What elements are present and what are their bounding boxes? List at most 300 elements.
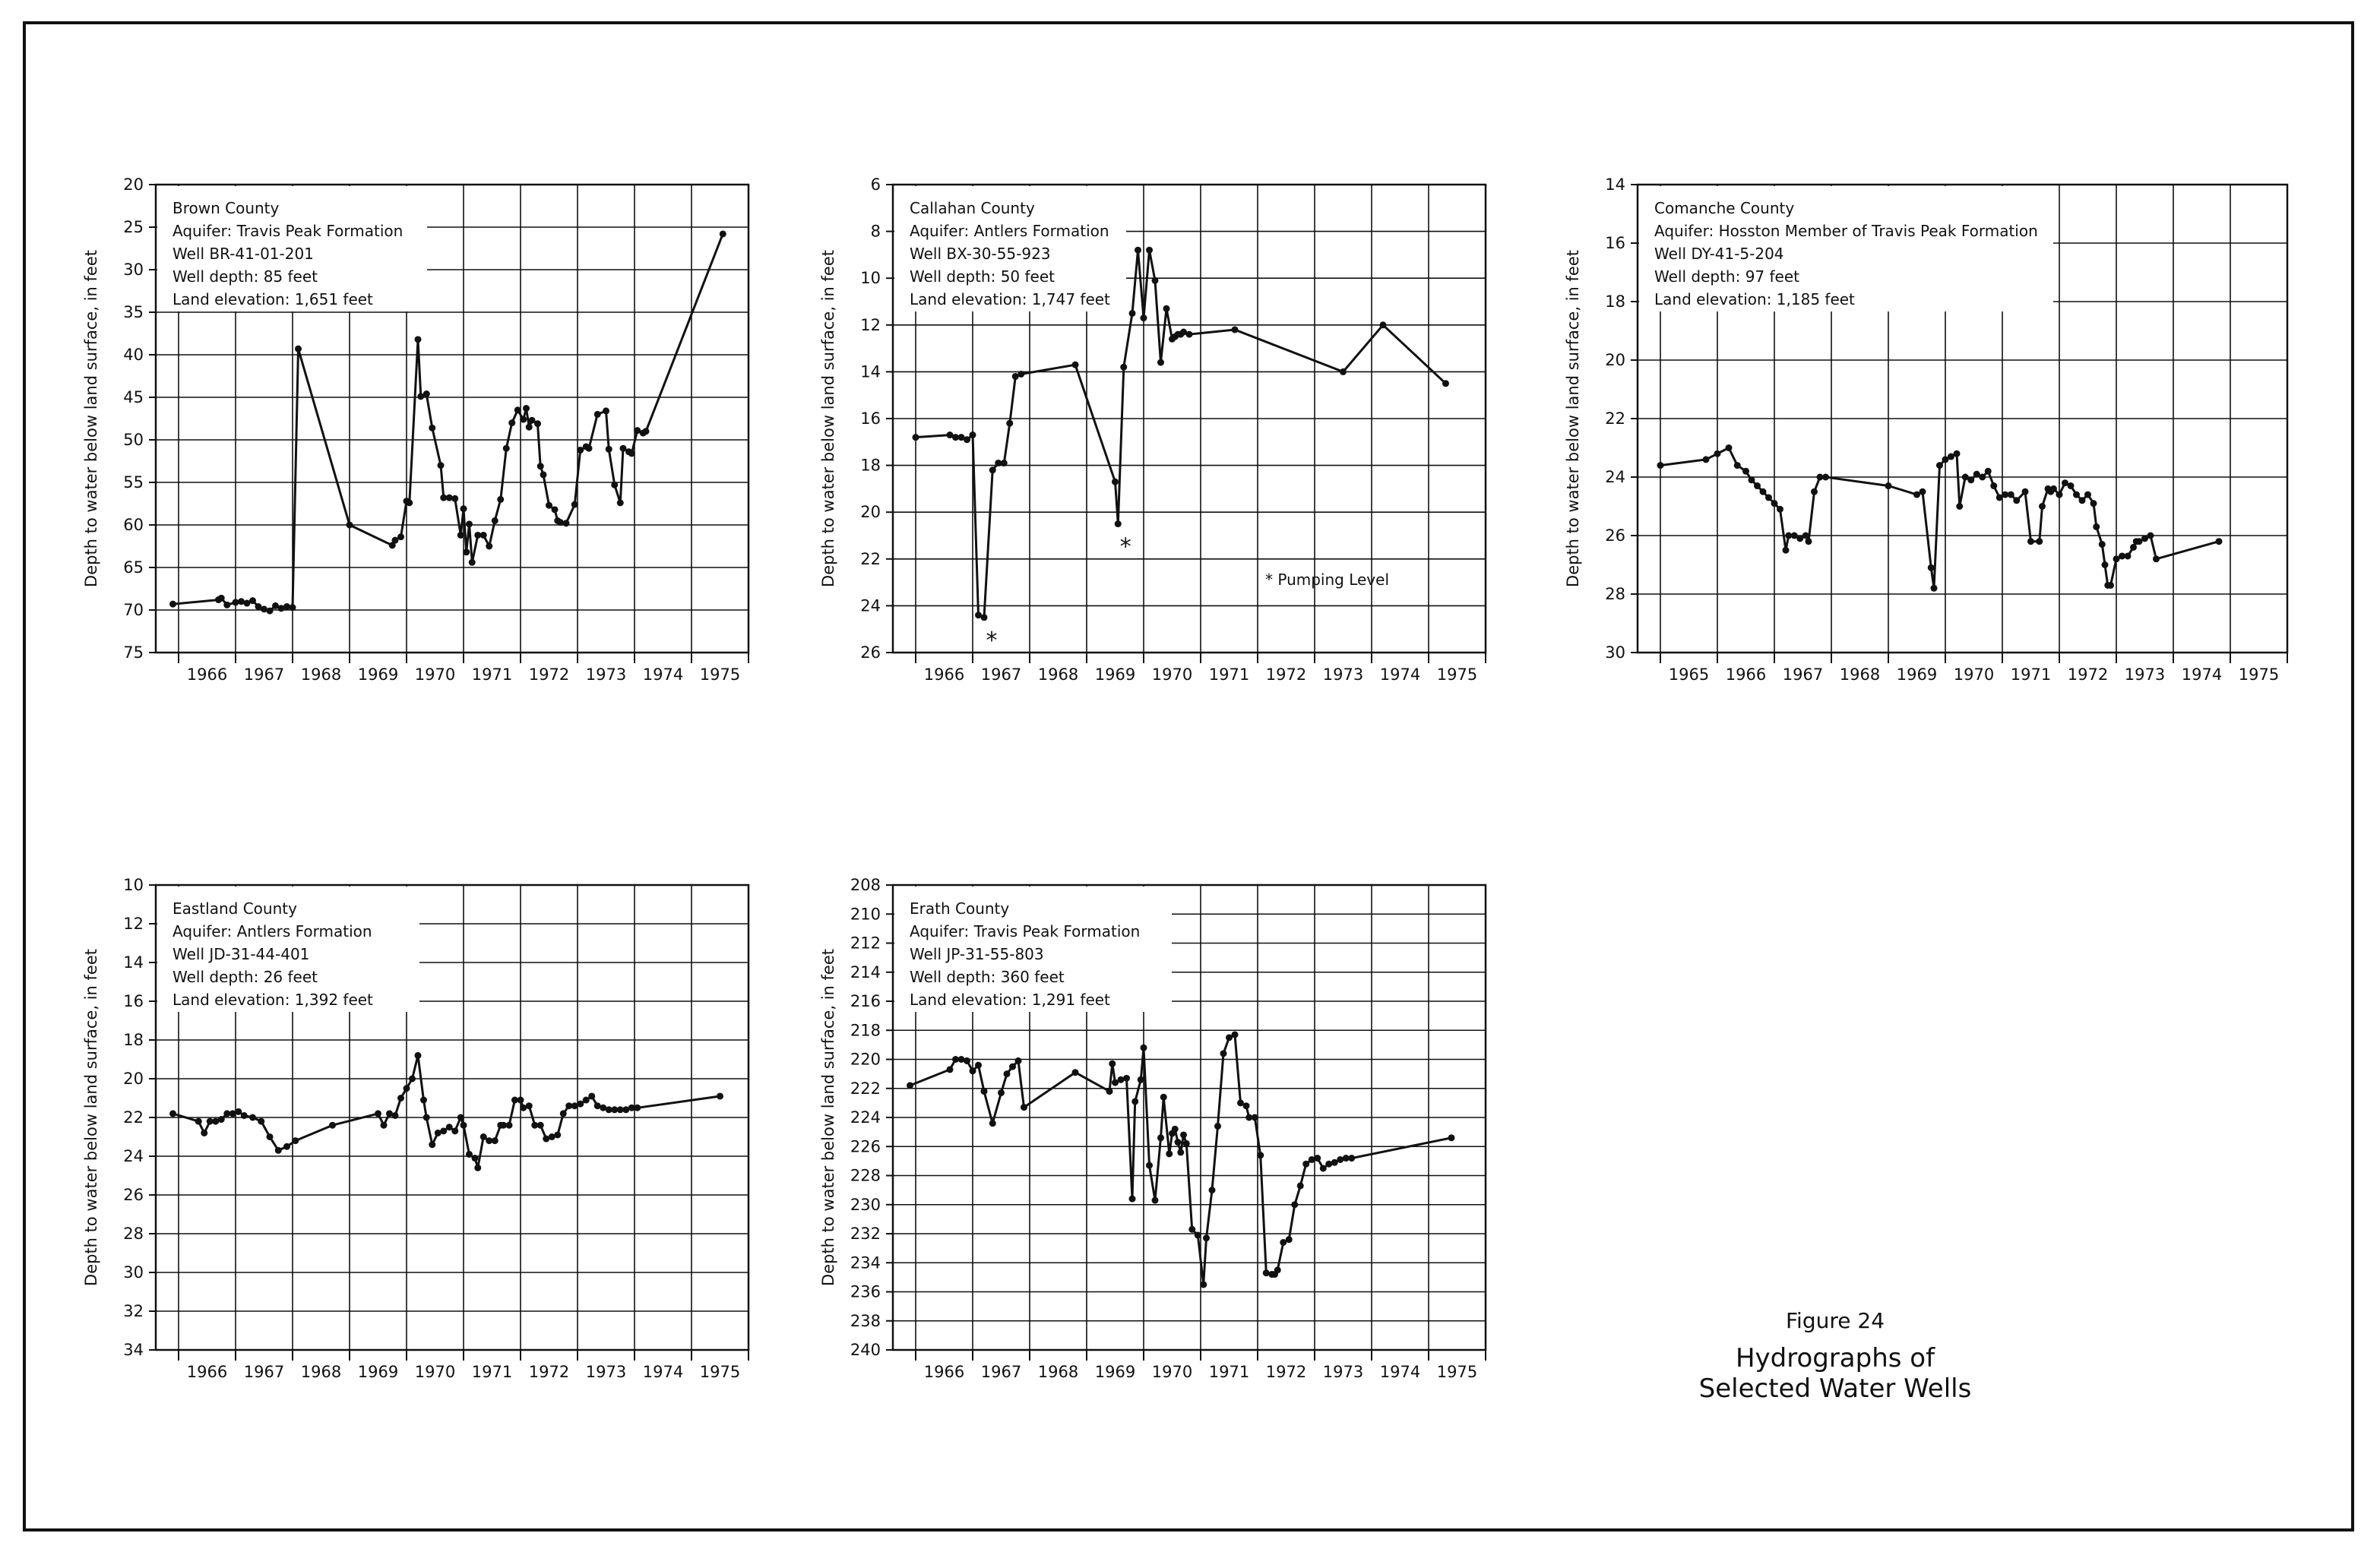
data-point [2125,552,2132,559]
data-point [1112,479,1119,485]
legend-line: Well depth: 97 feet [1654,267,1799,286]
data-point [620,445,627,452]
data-point [989,1120,996,1127]
y-tick-label: 26 [1605,526,1625,545]
data-point [1920,488,1926,495]
data-point [451,1127,458,1134]
data-point [628,450,635,457]
y-tick-label: 55 [123,473,144,492]
data-point [947,1066,954,1073]
data-point [1183,1140,1190,1147]
data-point [347,522,353,529]
legend-line: Aquifer: Antlers Formation [172,922,372,940]
y-tick-label: 40 [123,346,144,364]
y-axis-label: Depth to water below land surface, in feet [819,949,837,1286]
x-tick-label: 1974 [1379,1363,1421,1381]
data-point [537,463,544,469]
y-tick-label: 14 [1605,175,1625,194]
data-point [594,411,601,418]
data-point [1380,321,1387,328]
data-point [1021,1104,1027,1111]
y-tick-label: 45 [123,388,144,406]
data-point [218,595,225,602]
series-line [173,1055,720,1168]
x-tick-label: 1970 [414,1363,456,1381]
y-tick-label: 22 [123,1108,144,1127]
data-point [1936,462,1943,469]
data-point [397,533,404,540]
data-point [534,420,541,427]
data-point [523,405,530,412]
data-point [552,506,559,513]
hydrograph-chart [82,175,748,684]
y-tick-label: 75 [123,643,144,662]
data-point [964,1057,970,1064]
data-point [392,537,399,544]
x-tick-label: 1973 [2124,665,2166,684]
hydrograph-chart [1564,175,2287,684]
x-tick-label: 1967 [980,665,1022,684]
data-point [2073,492,2080,498]
x-tick-label: 1968 [1037,665,1079,684]
legend-line: Well DY-41-5-204 [1654,245,1784,263]
data-point [1734,462,1741,469]
data-point [290,604,296,611]
data-point [586,445,593,452]
y-tick-label: 22 [1605,409,1625,428]
legend-line: Well depth: 85 feet [172,267,318,286]
data-point [506,1122,513,1129]
data-point [429,1141,435,1148]
data-point [1146,1162,1153,1169]
y-tick-label: 214 [850,962,881,981]
figure-title: Hydrographs of Selected Water Wells [1698,1343,1972,1404]
data-point [249,597,256,604]
x-tick-label: 1972 [528,1363,570,1381]
data-point [1802,533,1809,539]
data-point [2093,523,2100,530]
y-tick-label: 18 [1605,292,1625,311]
data-point [1072,1069,1079,1076]
data-point [1195,1231,1201,1238]
y-tick-label: 28 [1605,585,1625,603]
data-point [508,419,515,426]
x-tick-label: 1967 [980,1363,1022,1381]
y-tick-label: 20 [1605,351,1625,369]
data-point [1166,1150,1173,1157]
data-point [1172,1126,1179,1133]
data-point [1806,538,1812,545]
data-point [415,1052,422,1059]
data-point [998,1089,1005,1096]
data-point [2130,544,2137,551]
data-point [283,1143,290,1150]
x-tick-label: 1965 [1668,665,1710,684]
data-point [1152,1197,1159,1204]
figure-number: Figure 24 [1785,1308,1885,1333]
y-tick-label: 208 [850,876,881,894]
data-point [537,1122,544,1129]
data-point [404,1085,410,1092]
data-point [1749,476,1755,483]
data-point [1657,462,1664,469]
data-point [375,1110,381,1117]
data-point [1001,460,1008,466]
x-tick-label: 1970 [414,665,456,684]
x-tick-label: 1972 [1265,665,1307,684]
data-point [1232,326,1239,333]
legend-line: Well JD-31-44-401 [172,945,310,963]
data-point [563,520,570,526]
data-point [429,425,435,431]
data-point [1115,520,1122,527]
data-point [438,462,445,469]
data-point [1160,1094,1167,1101]
data-point [1163,305,1170,312]
data-point [503,445,510,452]
data-point [249,1114,256,1121]
y-tick-label: 10 [123,876,144,894]
data-point [514,406,521,413]
data-point [460,1122,467,1129]
data-point [1703,456,1710,463]
data-point [457,1114,464,1121]
data-point [1448,1134,1455,1141]
pumping-level-note: * Pumping Level [1265,571,1389,589]
data-point [1188,1226,1195,1233]
data-point [1325,1161,1332,1168]
data-point [2022,488,2029,495]
x-tick-label: 1975 [699,665,741,684]
data-point [2039,503,2046,510]
data-point [554,1131,561,1138]
data-point [1742,468,1749,475]
y-tick-label: 220 [850,1050,881,1069]
data-point [267,608,274,615]
data-point [1985,468,1992,475]
data-point [1018,371,1024,378]
data-point [1777,506,1783,513]
data-point [1297,1182,1304,1189]
x-tick-label: 1969 [1094,665,1136,684]
x-tick-label: 1974 [642,665,684,684]
data-point [463,548,470,555]
y-tick-label: 226 [850,1137,881,1156]
legend-line: Land elevation: 1,747 feet [910,290,1110,308]
data-point [1129,1196,1136,1203]
data-point [235,1108,242,1115]
data-point [2099,541,2106,548]
data-point [989,466,996,473]
y-tick-label: 20 [123,1070,144,1088]
data-point [1765,494,1772,501]
x-tick-label: 1966 [923,665,965,684]
x-tick-label: 1974 [1379,665,1421,684]
data-point [2153,555,2160,562]
data-point [169,601,176,608]
x-tick-label: 1967 [243,665,285,684]
data-point [577,1101,584,1108]
data-point [964,436,970,443]
y-tick-label: 16 [1605,234,1625,252]
data-point [1120,364,1127,371]
data-point [606,446,612,453]
data-point [460,505,467,512]
data-point [643,428,650,435]
y-tick-label: 16 [860,409,881,428]
x-tick-label: 1971 [471,665,513,684]
data-point [1141,315,1147,321]
y-tick-label: 30 [123,1263,144,1282]
data-point [1109,1060,1116,1067]
x-tick-label: 1972 [2067,665,2109,684]
data-point [1263,1269,1270,1276]
data-point [1783,547,1790,554]
y-tick-label: 60 [123,516,144,534]
data-point [1967,476,1974,483]
data-point [195,1118,202,1125]
data-point [958,1056,965,1063]
data-point [720,230,726,237]
y-tick-label: 22 [860,549,881,568]
data-point [1203,1234,1210,1241]
legend-line: Well BX-30-55-923 [910,245,1051,263]
data-point [1157,359,1164,366]
x-tick-label: 1972 [528,665,570,684]
data-point [1979,474,1986,481]
x-tick-label: 1966 [923,1363,965,1381]
data-point [1754,482,1761,489]
data-point [409,1076,416,1083]
data-point [223,602,230,608]
data-point [2084,492,2091,498]
pumping-level-marker: * [1119,533,1131,561]
y-tick-label: 12 [123,915,144,933]
data-point [981,614,988,621]
y-axis-label: Depth to water below land surface, in feet [82,250,100,587]
legend-line: Land elevation: 1,291 feet [910,991,1110,1009]
data-point [2107,582,2114,589]
data-point [1885,482,1892,489]
x-tick-label: 1973 [1322,1363,1364,1381]
data-point [617,499,624,506]
data-point [497,496,504,503]
y-tick-label: 26 [860,643,881,662]
data-point [329,1122,336,1129]
data-point [1209,1187,1216,1193]
data-point [560,1110,567,1117]
data-point [1200,1281,1207,1288]
x-tick-label: 1973 [585,665,627,684]
y-axis-label: Depth to water below land surface, in feet [819,250,837,587]
data-point [1726,444,1733,451]
data-point [446,1124,453,1130]
data-point [520,416,527,423]
data-point [1138,1076,1144,1083]
y-tick-label: 236 [850,1282,881,1301]
y-tick-label: 25 [123,218,144,236]
data-point [1072,362,1079,368]
legend-line: Aquifer: Travis Peak Formation [172,222,404,240]
legend-line: Aquifer: Antlers Formation [910,222,1109,240]
data-point [1131,1098,1138,1105]
data-point [603,407,609,414]
x-tick-label: 1973 [585,1363,627,1381]
data-point [258,1118,264,1125]
y-tick-label: 218 [850,1021,881,1040]
y-tick-label: 216 [850,992,881,1010]
y-tick-label: 238 [850,1311,881,1330]
x-tick-label: 1969 [1896,665,1938,684]
data-point [2090,500,2097,507]
y-tick-label: 224 [850,1108,881,1127]
y-tick-label: 24 [1605,468,1625,486]
data-point [466,1151,473,1158]
x-tick-label: 1975 [1436,1363,1478,1381]
data-point [1220,1050,1227,1057]
legend-line: Aquifer: Travis Peak Formation [910,922,1141,940]
x-tick-label: 1974 [642,1363,684,1381]
x-tick-label: 1966 [1725,665,1767,684]
data-point [717,1092,723,1099]
data-point [1141,1045,1147,1051]
x-tick-label: 1970 [1151,665,1193,684]
data-point [469,559,476,566]
data-point [1252,1114,1258,1121]
y-tick-label: 35 [123,303,144,321]
legend-line: Well depth: 26 feet [172,968,318,986]
data-point [1009,1064,1016,1070]
data-point [1320,1165,1327,1171]
data-point [275,1147,282,1154]
data-point [1180,1131,1187,1138]
data-point [1714,450,1721,457]
data-point [1129,310,1136,317]
series-line [910,1035,1452,1285]
data-point [2027,538,2034,545]
y-tick-label: 24 [123,1147,144,1165]
y-tick-label: 12 [860,315,881,334]
data-point [1954,450,1961,457]
x-tick-label: 1971 [471,1363,513,1381]
x-tick-label: 1970 [1151,1363,1193,1381]
hydrograph-chart [82,876,748,1381]
y-tick-label: 30 [123,261,144,279]
y-tick-label: 8 [870,222,881,241]
data-point [2056,492,2063,498]
legend-line: Aquifer: Hosston Member of Travis Peak Formation [1654,222,2038,240]
data-point [2102,561,2109,568]
data-point [169,1110,176,1117]
data-point [267,1133,274,1140]
data-point [546,502,552,509]
data-point [474,1165,481,1171]
data-point [1822,474,1829,481]
x-tick-label: 1971 [2010,665,2052,684]
x-tick-label: 1971 [1208,665,1250,684]
data-point [1152,277,1159,284]
y-tick-label: 65 [123,558,144,577]
x-tick-label: 1966 [186,665,228,684]
legend-line: Well BR-41-01-201 [172,245,314,263]
x-tick-label: 1969 [357,665,399,684]
data-point [1157,1134,1164,1141]
y-tick-label: 18 [123,1031,144,1049]
x-tick-label: 1968 [1839,665,1881,684]
legend-line: Well depth: 360 feet [910,968,1065,986]
data-point [440,1127,447,1134]
data-point [1274,1266,1281,1273]
legend-line: Land elevation: 1,392 feet [172,991,373,1009]
data-point [392,1112,399,1119]
x-tick-label: 1971 [1208,1363,1250,1381]
x-tick-label: 1969 [1094,1363,1136,1381]
y-tick-label: 234 [850,1253,881,1272]
legend-line: Comanche County [1654,199,1795,217]
data-point [571,501,578,508]
y-tick-label: 30 [1605,643,1625,662]
y-tick-label: 228 [850,1166,881,1185]
x-tick-label: 1970 [1953,665,1995,684]
data-point [634,1105,641,1111]
legend-line: Well JP-31-55-803 [910,945,1044,963]
data-point [423,390,430,397]
data-point [466,520,473,527]
legend-line: Eastland County [172,899,297,918]
x-tick-label: 1974 [2181,665,2223,684]
data-point [1811,488,1818,495]
y-tick-label: 70 [123,601,144,619]
data-point [2036,538,2043,545]
data-point [1177,1149,1184,1155]
data-point [577,447,584,454]
data-point [1291,1201,1298,1208]
data-point [588,1092,595,1099]
y-tick-label: 14 [860,362,881,381]
data-point [1340,368,1347,375]
data-point [540,471,547,478]
data-point [913,434,919,441]
data-point [2079,497,2086,504]
data-point [1015,1057,1022,1064]
data-point [423,1114,430,1121]
data-point [1175,1139,1182,1146]
y-axis-label: Depth to water below land surface, in feet [82,949,100,1286]
data-point [2050,485,2057,492]
data-point [2068,482,2075,489]
data-point [218,1116,225,1123]
data-point [472,1155,479,1162]
pumping-level-marker: * [986,627,998,654]
data-point [1118,1076,1125,1083]
y-tick-label: 32 [123,1302,144,1320]
data-point [201,1130,207,1136]
y-tick-label: 212 [850,934,881,953]
data-point [975,1062,982,1069]
data-point [295,346,302,352]
data-point [1309,1156,1315,1163]
y-tick-label: 10 [860,269,881,288]
data-point [492,517,498,524]
data-point [1928,564,1935,571]
legend-line: Erath County [910,899,1010,918]
data-point [480,1133,487,1140]
data-point [517,1097,524,1104]
data-point [2147,533,2154,539]
data-point [1314,1155,1321,1162]
y-tick-label: 240 [850,1341,881,1359]
data-point [1442,380,1449,387]
